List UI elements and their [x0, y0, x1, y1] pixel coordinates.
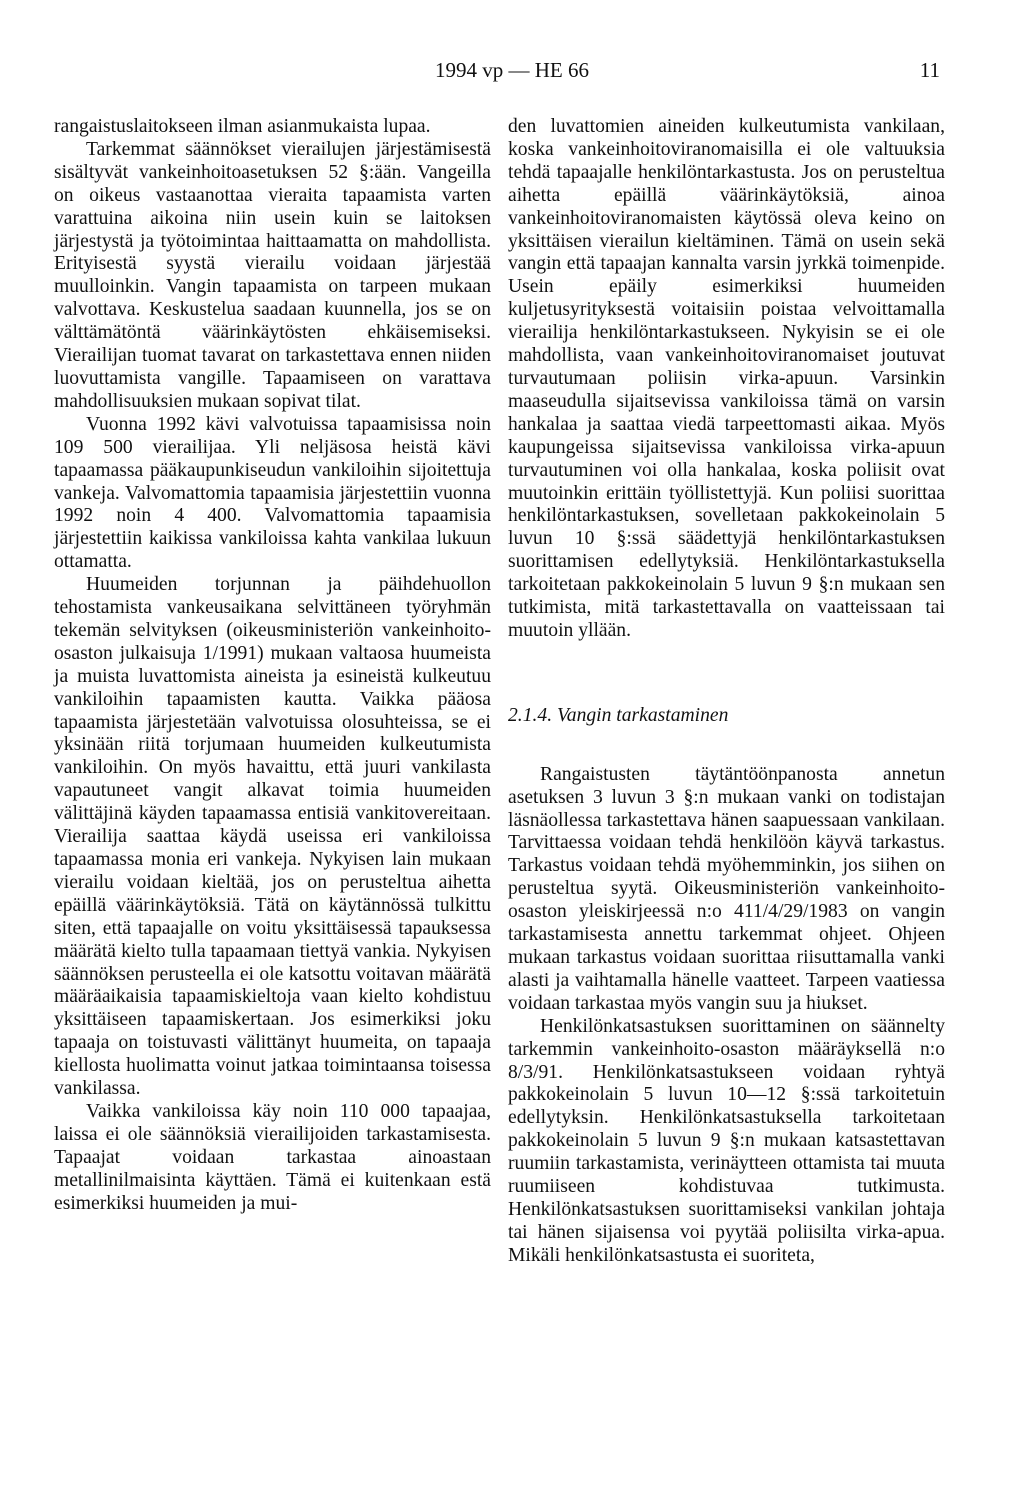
- paragraph: Huumeiden torjunnan ja päihdehuollon tehostamista vankeusaikana selvittäneen työryhmän tekemän selvityksen (oikeusministeriön vankeinhoito-osaston julkaisuja 1/1991) mukaan valtaosa huumeista ja muista luvattomista aineista ja esineistä kulkeutuu vankiloihin tapaamisten kautta. Vaikka pääosa tapaamista järjestetään valvotuissa olosuhteissa, se ei yksinään riitä torjumaan huumeiden kulkeutumista vankiloihin. On myös havaittu, että juuri vankilasta vapautuneet vangit alkavat toimia huumeiden välittäjinä käyden tapaamassa entisiä vankitovereitaan. Vierailija saattaa käydä useissa eri vankiloissa tapaamassa monia eri vankeja. Nykyisen lain mukaan vierailu voidaan kieltää, jos on perusteltua aihetta epäillä väärinkäytöksiä. Tätä on käytännössä tulkittu siten, että tapaajalle on voitu yksittäisessä tapauksessa määrätä kielto tulla tapaamaan tiettyä vankia. Nykyisen säännöksen perusteella ei ole katsottu voitavan määrätä määräaikaisia tapaamiskieltoja vaan kielto kohdistuu yksittäiseen tapaamiskertaan. Jos esimerkiksi joku tapaaja on toistuvasti välittänyt huumeita, on tapaaja kiellosta huolimatta voinut jatkaa toimintaansa toisessa vankilassa.: [54, 574, 491, 1100]
- right-column: [508, 116, 945, 1268]
- section-heading: 2.1.4. Vangin tarkastaminen: [508, 704, 729, 726]
- paragraph: Vaikka vankiloissa käy noin 110 000 tapaajaa, laissa ei ole säännöksiä vierailijoiden tarkastamisesta. Tapaajat voidaan tarkastaa ainoastaan metallinilmaisinta käyttäen. Tämä ei kuitenkaan estä esimerkiksi huumeiden ja mui-: [54, 1100, 491, 1214]
- page-number: 11: [919, 58, 940, 82]
- paragraph: Rangaistusten täytäntöönpanosta annetun asetuksen 3 luvun 3 §:n mukaan vanki on todistajan läsnäollessa tarkastettava hänen saapuessaan vankilaan. Tarvittaessa voidaan tehdä henkilöön käyvä tarkastus. Tarkastus voidaan tehdä myöhemminkin, jos siihen on perusteltua syytä. Oikeusministeriön vankeinhoito-osaston yleiskirjeessä n:o 411/4/29/1983 on vangin tarkastamisesta annettu tarkemmat ohjeet. Ohjeen mukaan tarkastus voidaan suorittaa riisuttamalla vanki alasti ja vaihtamalla hänelle vaatteet. Tarpeen vaatiessa voidaan tarkastaa myös vangin suu ja hiukset.: [508, 763, 945, 1014]
- paragraph: rangaistuslaitokseen ilman asianmukaista lupaa.: [54, 116, 431, 137]
- document-title: 1994 vp — HE 66: [435, 58, 589, 82]
- paragraph: Henkilönkatsastuksen suorittaminen on säännelty tarkemmin vankeinhoito-osaston määräyksellä n:o 8/3/91. Henkilönkatsastukseen voidaan ryhtyä pakkokeinolain 5 luvun 10—12 §:ssä tarkoitetuin edellytyksin. Henkilönkatsastuksella tarkoitetaan pakkokeinolain 5 luvun 9 §:n mukaan katsastettavan ruumiin tarkastamista, verinäytteen ottamista tai muuta ruumiiseen kohdistuvaa tutkimusta. Henkilönkatsastuksen suorittamiseksi vankilan johtaja tai hänen sijaisensa voi pyytää poliisilta virka-apua. Mikäli henkilönkatsastusta ei suoriteta,: [508, 1015, 945, 1266]
- paragraph-continued: den luvattomien aineiden kulkeutumista vankilaan, koska vankeinhoitoviranomaisilla ei ole valtuuksia tehdä tapaajalle henkilöntarkastusta. Jos on perusteltua aihetta epäillä väärinkäytöksiä, ainoa vankeinhoitoviranomaisten käytössä oleva keino on yksittäisen vierailun kieltäminen. Tämä on usein sekä vangin että tapaajan kannalta varsin jyrkkä toimenpide. Usein epäily esimerkiksi huumeiden kuljetusyrityksestä voitaisiin poistaa velvoittamalla vierailija henkilöntarkastukseen. Nykyisin se ei ole mahdollista, vaan vankeinhoitoviranomaiset joutuvat turvautumaan poliisin virka-apuun. Varsinkin maaseudulla sijaitsevissa vankiloissa tämä on varsin hankalaa ja saattaa viedä tarpeettomasti aikaa. Myös kaupungeissa sijaitsevissa vankiloissa virka-apuun turvautuminen voi olla hankalaa, koska poliisit ovat muutoinkin erittäin työllistettyjä. Kun poliisi suorittaa henkilöntarkastuksen, sovelletaan pakkokeinolain 5 luvun 10 §:ssä säädettyjä henkilöntarkastuksen suorittamisen edellytyksiä. Henkilöntarkastuksella tarkoitetaan pakkokeinolain 5 luvun 9 §:n mukaan sen tutkimista, mitä tarkastettavalla on vaatteissaan tai muutoin yllään.: [508, 116, 945, 641]
- paragraph: Vuonna 1992 kävi valvotuissa tapaamisissa noin 109 500 vierailijaa. Yli neljäsosa heistä kävi tapaamassa pääkaupunkiseudun vankiloihin sijoitettuja vankeja. Valvomattomia tapaamisia järjestettiin vuonna 1992 noin 4 400. Valvomattomia tapaamisia järjestettiin kaikissa vankiloissa kahta vankilaa lukuun ottamatta.: [54, 413, 491, 573]
- page-header: [0, 58, 1024, 88]
- paragraph: Tarkemmat säännökset vierailujen järjestämisestä sisältyvät vankeinhoitoasetuksen 52 §:ään. Vangeilla on oikeus vastaanottaa vieraita tapaamista varten varattuina aikoina niin usein kuin se laitoksen järjestystä ja työtoimintaa haittaamatta on mahdollista. Erityisestä syystä vierailu voidaan järjestää muulloinkin. Vangin tapaamista on tarpeen mukaan valvottava. Keskustelua saadaan kuunnella, jos se on välttämätöntä väärinkäytösten ehkäisemiseksi. Vierailijan tuomat tavarat on tarkastettava ennen niiden luovuttamista vangille. Tapaamiseen on varattava mahdollisuuksien mukaan sopivat tilat.: [54, 138, 491, 412]
- left-column: [54, 116, 491, 1216]
